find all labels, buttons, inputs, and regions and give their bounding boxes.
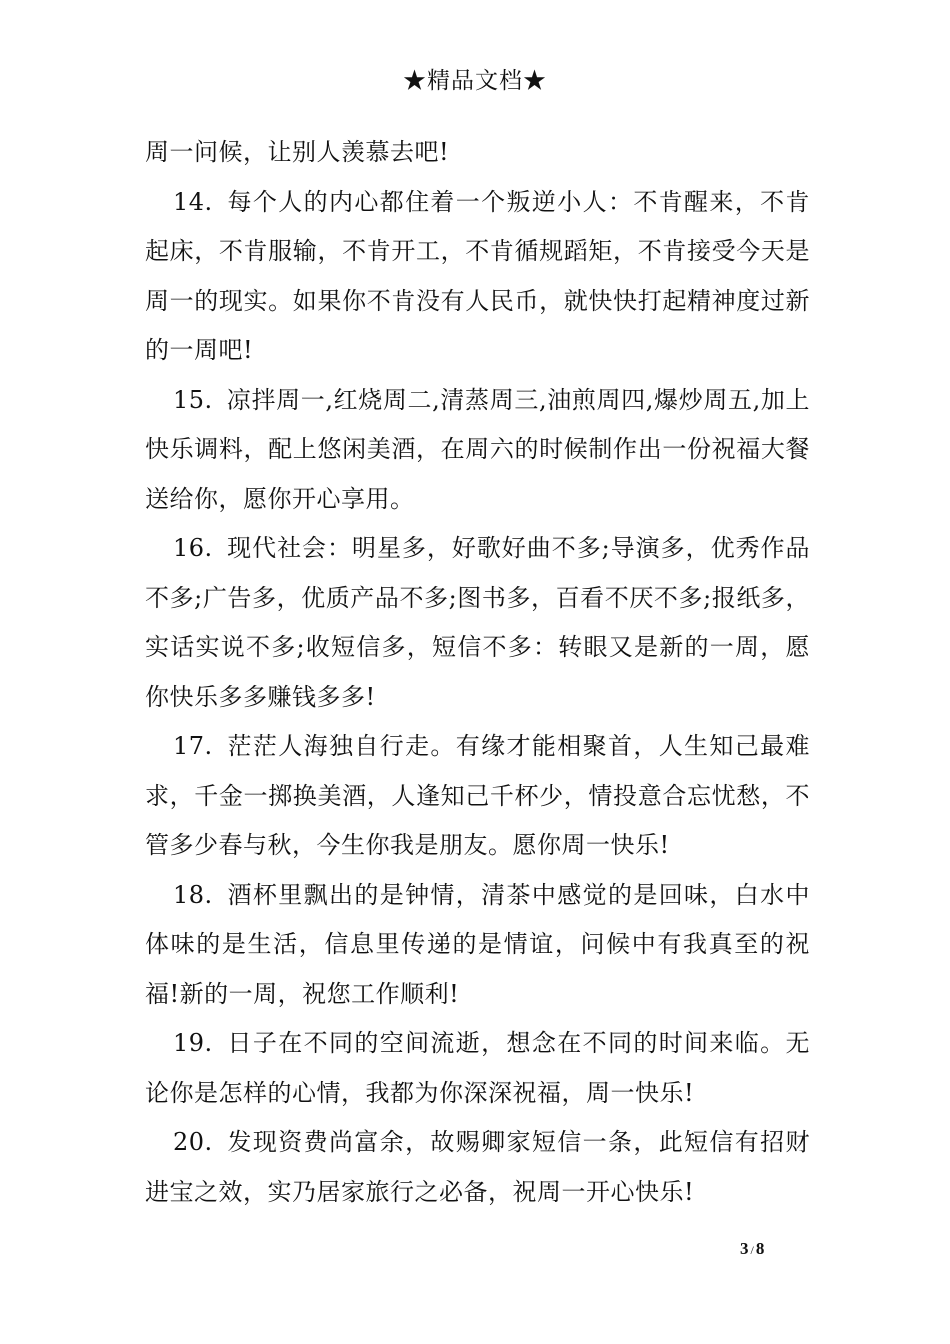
- page-number: [740, 1238, 764, 1261]
- paragraph-number: 14.: [173, 187, 213, 216]
- paragraph: [145, 1118, 810, 1217]
- paragraph-number: 17.: [173, 732, 213, 760]
- paragraph-number: 15.: [173, 385, 213, 414]
- paragraph: [145, 524, 810, 722]
- paragraph-text: 日子在不同的空间流逝，想念在不同的时间来临。无论你是怎样的心情，我都为你深深祝福，周一快乐!: [145, 1029, 810, 1107]
- paragraph-text: 发现资费尚富余，故赐卿家短信一条，此短信有招财进宝之效，实乃居家旅行之必备，祝周一开心快乐!: [145, 1128, 810, 1206]
- paragraph-number: 18.: [173, 880, 213, 909]
- paragraph-text: 现代社会：明星多，好歌好曲不多;导演多，优秀作品不多;广告多，优质产品不多;图书多，百看不厌不多;报纸多，实话实说不多;收短信多，短信不多：转眼又是新的一周，愿你快乐多多赚钱多多!: [145, 534, 810, 711]
- header-title: ★精品文档★: [403, 68, 547, 94]
- paragraph-number: 19.: [173, 1029, 213, 1057]
- paragraph: [145, 128, 810, 178]
- paragraph-text: 酒杯里飘出的是钟情，清茶中感觉的是回味，白水中体味的是生活，信息里传递的是情谊，问候中有我真至的祝福!新的一周，祝您工作顺利!: [145, 880, 810, 1008]
- paragraph-number: 16.: [173, 534, 213, 562]
- document-body: [145, 128, 810, 1217]
- paragraph-text: 茫茫人海独自行走。有缘才能相聚首，人生知己最难求，千金一掷换美酒，人逢知己千杯少，情投意合忘忧愁，不管多少春与秋，今生你我是朋友。愿你周一快乐!: [145, 732, 810, 859]
- paragraph-text: 凉拌周一,红烧周二,清蒸周三,油煎周四,爆炒周五,加上快乐调料，配上悠闲美酒，在周六的时候制作出一份祝福大餐送给你，愿你开心享用。: [145, 385, 810, 513]
- paragraph: [145, 1019, 810, 1118]
- paragraph: [145, 376, 810, 525]
- paragraph: [145, 722, 810, 871]
- paragraph: [145, 871, 810, 1020]
- paragraph: [145, 178, 810, 376]
- page-separator: /: [750, 1243, 754, 1257]
- total-pages: 8: [755, 1239, 765, 1258]
- paragraph-text: 周一问候，让别人羡慕去吧!: [145, 138, 450, 166]
- paragraph-number: 20.: [173, 1128, 213, 1156]
- current-page: 3: [740, 1239, 749, 1258]
- page-header: [0, 64, 950, 98]
- paragraph-text: 每个人的内心都住着一个叛逆小人：不肯醒来，不肯起床，不肯服输，不肯开工，不肯循规蹈矩，不肯接受今天是周一的现实。如果你不肯没有人民币，就快快打起精神度过新的一周吧!: [145, 187, 810, 364]
